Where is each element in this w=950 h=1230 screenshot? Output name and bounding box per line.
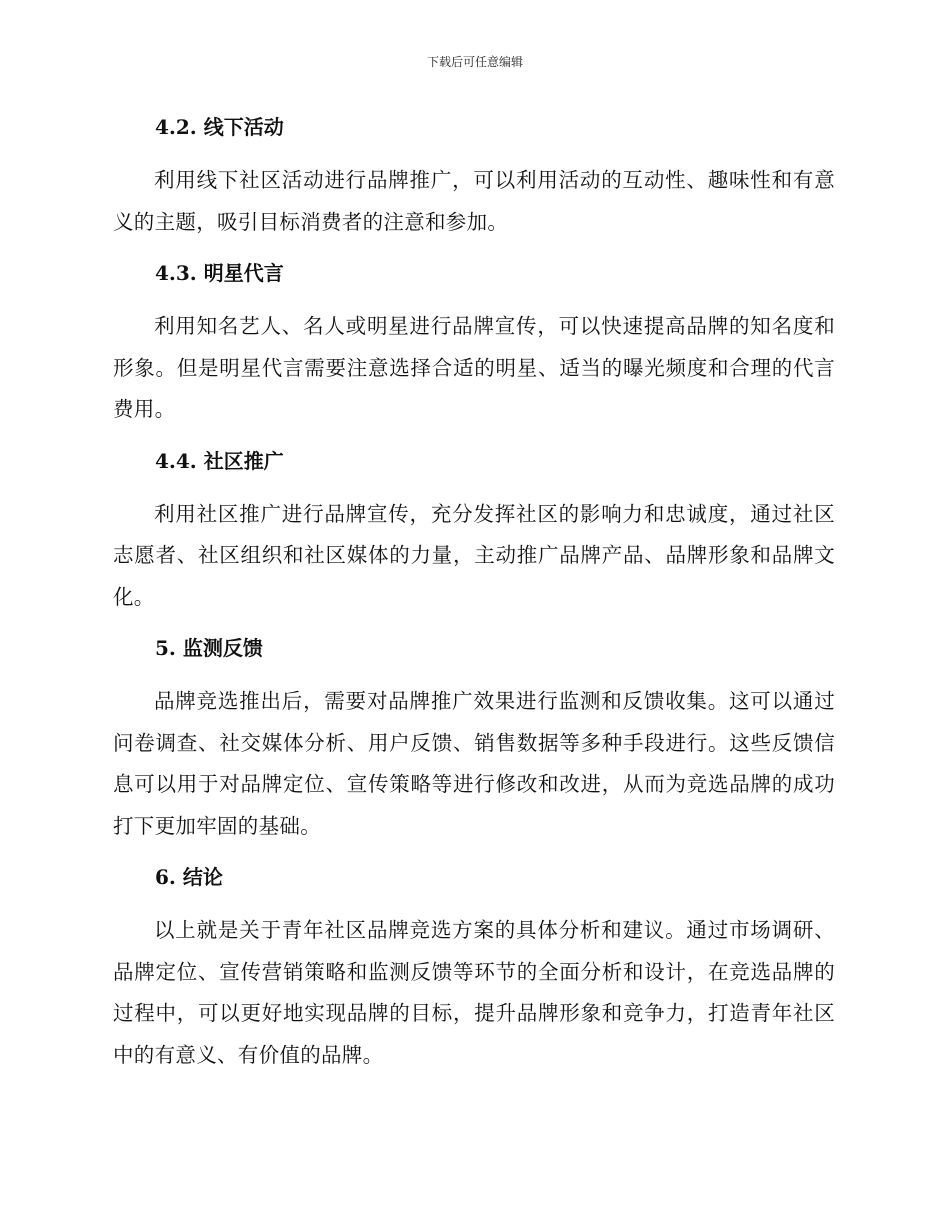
section-paragraph-offline-events: 利用线下社区活动进行品牌推广，可以利用活动的互动性、趣味性和有意义的主题，吸引目标消费者的注意和参加。 [113,168,835,234]
section-heading-conclusion: 6. 结论 [155,865,223,889]
document-body [113,108,835,1076]
section-paragraph-monitoring-feedback: 品牌竞选推出后，需要对品牌推广效果进行监测和反馈收集。这可以通过问卷调查、社交媒体分析、用户反馈、销售数据等多种手段进行。这些反馈信息可以用于对品牌定位、宣传策略等进行修改和改进，从而为竞选品牌的成功打下更加牢固的基础。 [113,689,835,838]
section-paragraph-conclusion: 以上就是关于青年社区品牌竞选方案的具体分析和建议。通过市场调研、品牌定位、宣传营销策略和监测反馈等环节的全面分析和设计，在竞选品牌的过程中，可以更好地实现品牌的目标，提升品牌形象和竞争力，打造青年社区中的有意义、有价值的品牌。 [113,918,835,1067]
section-heading-monitoring-feedback: 5. 监测反馈 [155,636,263,660]
section-paragraph-celebrity-endorsement: 利用知名艺人、名人或明星进行品牌宣传，可以快速提高品牌的知名度和形象。但是明星代言需要注意选择合适的明星、适当的曝光频度和合理的代言费用。 [113,314,835,421]
page-header: 下载后可任意编辑 [426,55,523,69]
section-heading-offline-events: 4.2. 线下活动 [155,115,284,139]
section-heading-community-promotion: 4.4. 社区推广 [155,448,284,473]
section-paragraph-community-promotion: 利用社区推广进行品牌宣传，充分发挥社区的影响力和忠诚度，通过社区志愿者、社区组织和社区媒体的力量，主动推广品牌产品、品牌形象和品牌文化。 [113,501,835,609]
section-heading-celebrity-endorsement: 4.3. 明星代言 [155,261,284,285]
